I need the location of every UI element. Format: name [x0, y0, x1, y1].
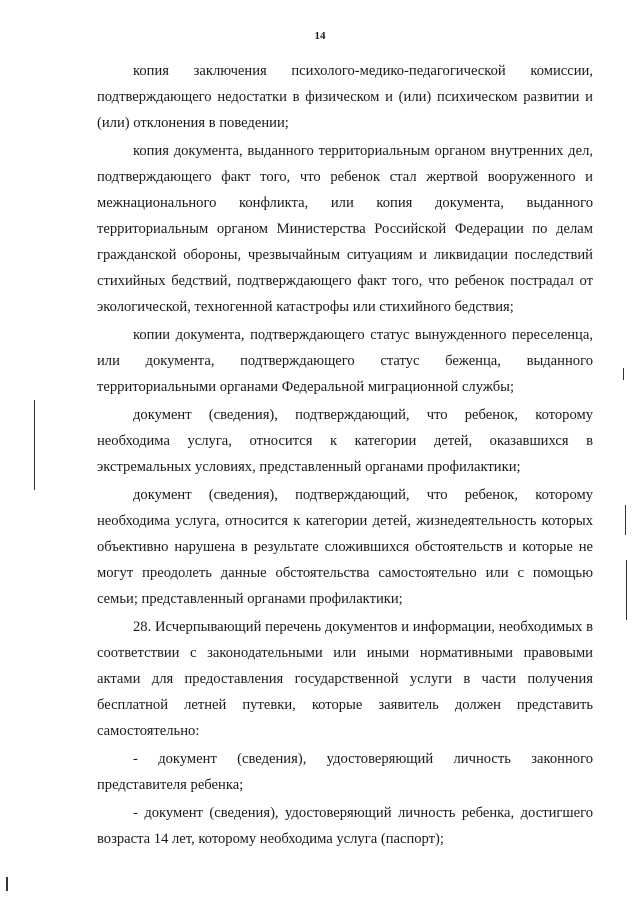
page-number: 14 — [314, 30, 326, 42]
paragraph-disrupted-life: документ (сведения), подтверждающий, что ребенок, которому необходима услуга, относится к категории детей, жизнедеятельность которых объективно нарушена в результате сложившихся обстоятельств и которые не могут преодолеть данные обстоятельства самостоятельно или с помощью семьи; представленный органами профилактики; — [97, 487, 593, 607]
paragraph-victim-document: копия документа, выданного территориальным органом внутренних дел, подтверждающего факт того, что ребенок стал жертвой вооруженного и межнационального конфликта, или копия документа, выданного территориальным органом Министерства Российской Федерации по делам гражданской обороны, чрезвычайным ситуациям и ликвидации последствий стихийных бедствий, подтверждающего факт того, что ребенок пострадал от экологической, техногенной катастрофы или стихийного бедствия; — [97, 143, 593, 315]
paragraph-refugee-status: копии документа, подтверждающего статус вынужденного переселенца, или документа, подтверждающего статус беженца, выданного территориальными органами Федеральной миграционной службы; — [97, 327, 593, 395]
scan-mark-right-1 — [623, 368, 624, 380]
paragraph-pmpk-copy: копия заключения психолого-медико-педагогической комиссии, подтверждающего недостатки в физическом и (или) психическом развитии и (или) отклонения в поведении; — [97, 63, 593, 131]
paragraph-child-passport: - документ (сведения), удостоверяющий личность ребенка, достигшего возраста 14 лет, которому необходима услуга (паспорт); — [97, 805, 593, 847]
scan-mark-bottom-left — [6, 877, 8, 891]
paragraph-item-28: 28. Исчерпывающий перечень документов и информации, необходимых в соответствии с законодательными или иными нормативными правовыми актами для предоставления государственной услуги в части получения бесплатной летней путевки, которые заявитель должен представить самостоятельно: — [97, 619, 593, 739]
scan-mark-left — [34, 400, 35, 490]
paragraph-parent-id: - документ (сведения), удостоверяющий личность законного представителя ребенка; — [97, 751, 593, 793]
paragraph-extreme-conditions: документ (сведения), подтверждающий, что ребенок, которому необходима услуга, относится к категории детей, оказавшихся в экстремальных условиях, представленный органами профилактики; — [97, 407, 593, 475]
document-body — [97, 58, 593, 852]
scan-mark-right-3 — [626, 560, 627, 620]
scan-mark-right-2 — [625, 505, 626, 535]
